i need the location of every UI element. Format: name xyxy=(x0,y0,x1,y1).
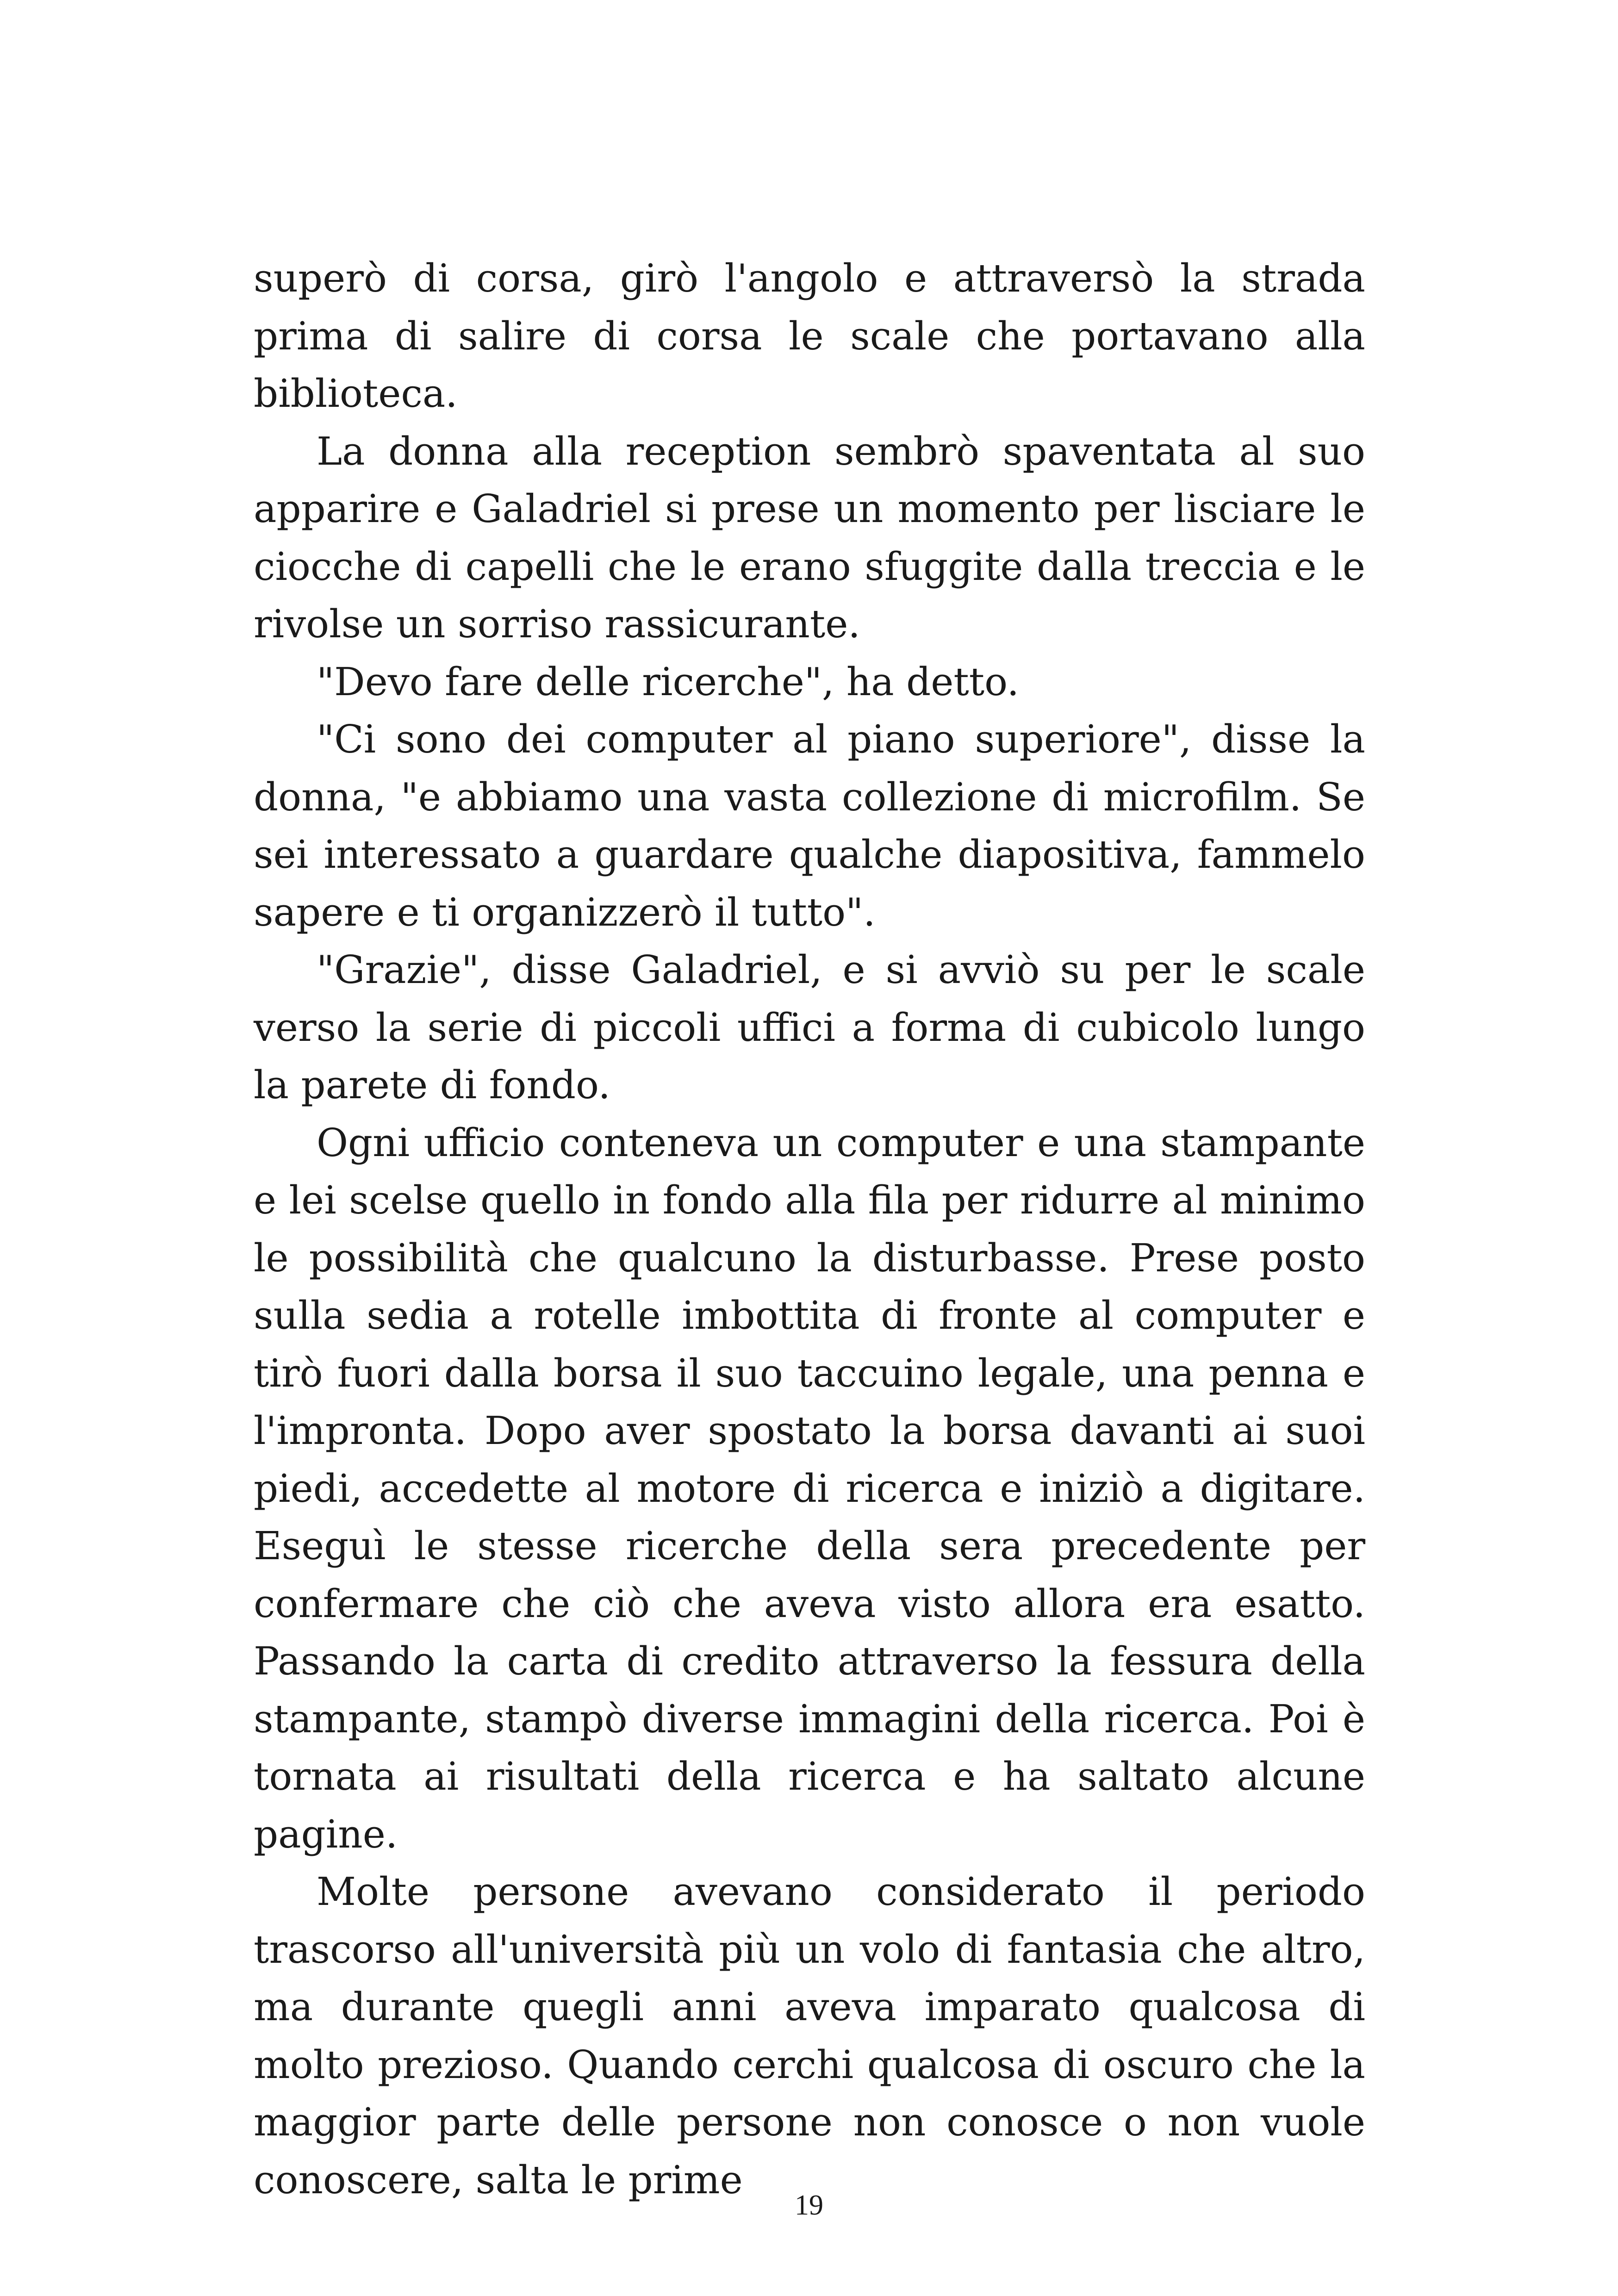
body-text xyxy=(254,250,1365,2209)
paragraph: "Devo fare delle ricerche", ha detto. xyxy=(317,659,1019,704)
paragraph: "Ci sono dei computer al piano superiore", disse la donna, "e abbiamo una vasta collezione di microfilm. Se sei interessato a guardare qualche diapositiva, fammelo sapere e ti organizzerò il tutto". xyxy=(254,717,1365,935)
paragraph: Ogni ufficio conteneva un computer e una stampante e lei scelse quello in fondo alla fila per ridurre al minimo le possibilità che qualcuno la disturbasse. Prese posto sulla sedia a rotelle imbottita di fronte al computer e tirò fuori dalla borsa il suo taccuino legale, una penna e l'impronta. Dopo aver spostato la borsa davanti ai suoi piedi, accedette al motore di ricerca e iniziò a digitare. Eseguì le stesse ricerche della sera precedente per confermare che ciò che aveva visto allora era esatto. Passando la carta di credito attraverso la fessura della stampante, stampò diverse immagini della ricerca. Poi è tornata ai risultati della ricerca e ha saltato alcune pagine. xyxy=(254,1120,1365,1857)
paragraph: Molte persone avevano considerato il periodo trascorso all'università più un volo di fantasia che altro, ma durante quegli anni aveva imparato qualcosa di molto prezioso. Quando cerchi qualcosa di oscuro che la maggior parte delle persone non conosce o non vuole conoscere, salta le prime xyxy=(254,1869,1365,2203)
paragraph: "Grazie", disse Galadriel, e si avviò su per le scale verso la serie di piccoli uffici a forma di cubicolo lungo la parete di fondo. xyxy=(254,947,1365,1108)
paragraph: La donna alla reception sembrò spaventata al suo apparire e Galadriel si prese un momento per lisciare le ciocche di capelli che le erano sfuggite dalla treccia e le rivolse un sorriso rassicurante. xyxy=(254,429,1365,647)
paragraph-continuation: superò di corsa, girò l'angolo e attraversò la strada prima di salire di corsa le scale che portavano alla biblioteca. xyxy=(254,256,1365,416)
page-number: 19 xyxy=(795,2190,823,2221)
